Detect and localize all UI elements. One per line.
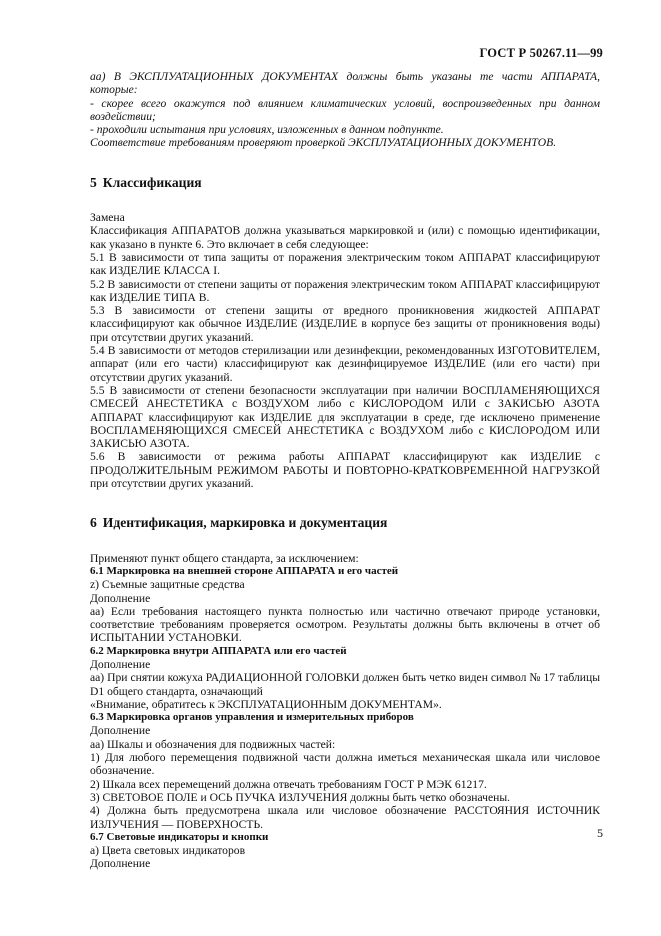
intro-paragraph: аа) В ЭКСПЛУАТАЦИОННЫХ ДОКУМЕНТАХ должны быть указаны те части АППАРАТА, которые: (90, 70, 600, 97)
clause-5-3: 5.3 В зависимости от степени защиты от вредного проникновения жидкостей АППАРАТ классифицируют как обычное ИЗДЕЛИЕ (ИЗДЕЛИЕ в корпусе без защиты от проникновения воды) при отсутствии других указаний. (90, 304, 600, 344)
replace-label: Замена (90, 211, 125, 225)
page-number: 5 (597, 826, 603, 840)
subsection-heading-6-2: 6.2 Маркировка внутри АППАРАТА или его частей (90, 644, 347, 657)
section-title: Классификация (102, 174, 202, 190)
page-content (90, 70, 600, 871)
subsection-heading-6-1: 6.1 Маркировка на внешней стороне АППАРАТА и его частей (90, 564, 399, 577)
list-item: аа) При снятии кожуха РАДИАЦИОННОЙ ГОЛОВКИ должен быть четко виден символ № 17 таблицы D1 общего стандарта, означающий (90, 671, 600, 698)
intro-bullet: - скорее всего окажутся под влиянием климатических условий, воспроизведенных при данном воздействии; (90, 96, 600, 123)
list-item: аа) Шкалы и обозначения для подвижных частей: (90, 737, 336, 751)
intro-conformity: Соответствие требованиям проверяют проверкой ЭКСПЛУАТАЦИОННЫХ ДОКУМЕНТОВ. (90, 136, 557, 150)
subsection-heading-6-3: 6.3 Маркировка органов управления и измерительных приборов (90, 711, 414, 724)
section-heading (90, 176, 600, 189)
list-item: 2) Шкала всех перемещений должна отвечать требованиям ГОСТ Р МЭК 61217. (90, 777, 487, 791)
addition-label: Дополнение (90, 591, 151, 605)
section-lead: Классификация АППАРАТОВ должна указываться маркировкой и (или) с помощью идентификации, как указано в пункте 6. Это включает в себя следующее: (90, 224, 600, 251)
list-item: z) Съемные защитные средства (90, 578, 245, 592)
addition-label: Дополнение (90, 857, 151, 871)
list-item: а) Цвета световых индикаторов (90, 844, 246, 858)
list-item: 3) СВЕТОВОЕ ПОЛЕ и ОСЬ ПУЧКА ИЗЛУЧЕНИЯ должны быть четко обозначены. (90, 790, 511, 804)
section-number: 6 (90, 515, 97, 531)
addition-label: Дополнение (90, 657, 151, 671)
clause-5-6: 5.6 В зависимости от режима работы АППАРАТ классифицируют как ИЗДЕЛИЕ с ПРОДОЛЖИТЕЛЬНЫМ РЕЖИМОМ РАБОТЫ И ПОВТОРНО-КРАТКОВРЕМЕННОЙ НАГРУЗКОЙ при отсутствии других указаний. (90, 450, 600, 491)
list-item: 1) Для любого перемещения подвижной части должна иметься механическая шкала или числовое обозначение. (90, 751, 600, 778)
section-heading (90, 516, 600, 529)
document-code-header: ГОСТ Р 50267.11—99 (479, 46, 603, 60)
clause-5-4: 5.4 В зависимости от методов стерилизации или дезинфекции, рекомендованных ИЗГОТОВИТЕЛЕМ, аппарат (или его части) классифицируют как дезинфицируемое ИЗДЕЛИЕ (или его части) при отсутствии других указаний. (90, 344, 600, 384)
clause-5-1: 5.1 В зависимости от типа защиты от поражения электрическим током АППАРАТ классифицируют как ИЗДЕЛИЕ КЛАССА I. (90, 250, 600, 278)
section-number: 5 (90, 174, 97, 190)
clause-5-5: 5.5 В зависимости от степени безопасности эксплуатации при наличии ВОСПЛАМЕНЯЮЩИХСЯ СМЕСЕЙ АНЕСТЕТИКА с ВОЗДУХОМ либо с КИСЛОРОДОМ ИЛИ с ЗАКИСЬЮ АЗОТА АППАРАТ классифицируют как ИЗДЕЛИЕ для эксплуатации в среде, где исключено применение ВОСПЛАМЕНЯЮЩИХСЯ СМЕСЕЙ АНЕСТЕТИКА с ВОЗДУХОМ либо с КИСЛОРОДОМ ИЛИ ЗАКИСЬЮ АЗОТА. (90, 383, 600, 451)
section-lead: Применяют пункт общего стандарта, за исключением: (90, 551, 359, 565)
clause-5-2: 5.2 В зависимости от степени защиты от поражения электрическим током АППАРАТ классифицируют как ИЗДЕЛИЕ ТИПА В. (90, 277, 600, 304)
quote-text: «Внимание, обратитесь к ЭКСПЛУАТАЦИОННЫМ ДОКУМЕНТАМ». (90, 697, 442, 711)
list-item: аа) Если требования настоящего пункта полностью или частично отвечают природе установки, соответствие требованиям проверяется осмотром. Результаты должны быть включены в отчет об ИСПЫТАНИИ УСТАНОВКИ. (90, 604, 600, 645)
intro-bullet: - проходили испытания при условиях, изложенных в данном подпункте. (90, 123, 444, 137)
section-title: Идентификация, маркировка и документация (102, 515, 388, 531)
subsection-heading-6-7: 6.7 Световые индикаторы и кнопки (90, 830, 269, 843)
addition-label: Дополнение (90, 724, 151, 738)
list-item: 4) Должна быть предусмотрена шкала или числовое обозначение РАССТОЯНИЯ ИСТОЧНИК ИЗЛУЧЕНИЯ — ПОВЕРХНОСТЬ. (90, 804, 600, 831)
